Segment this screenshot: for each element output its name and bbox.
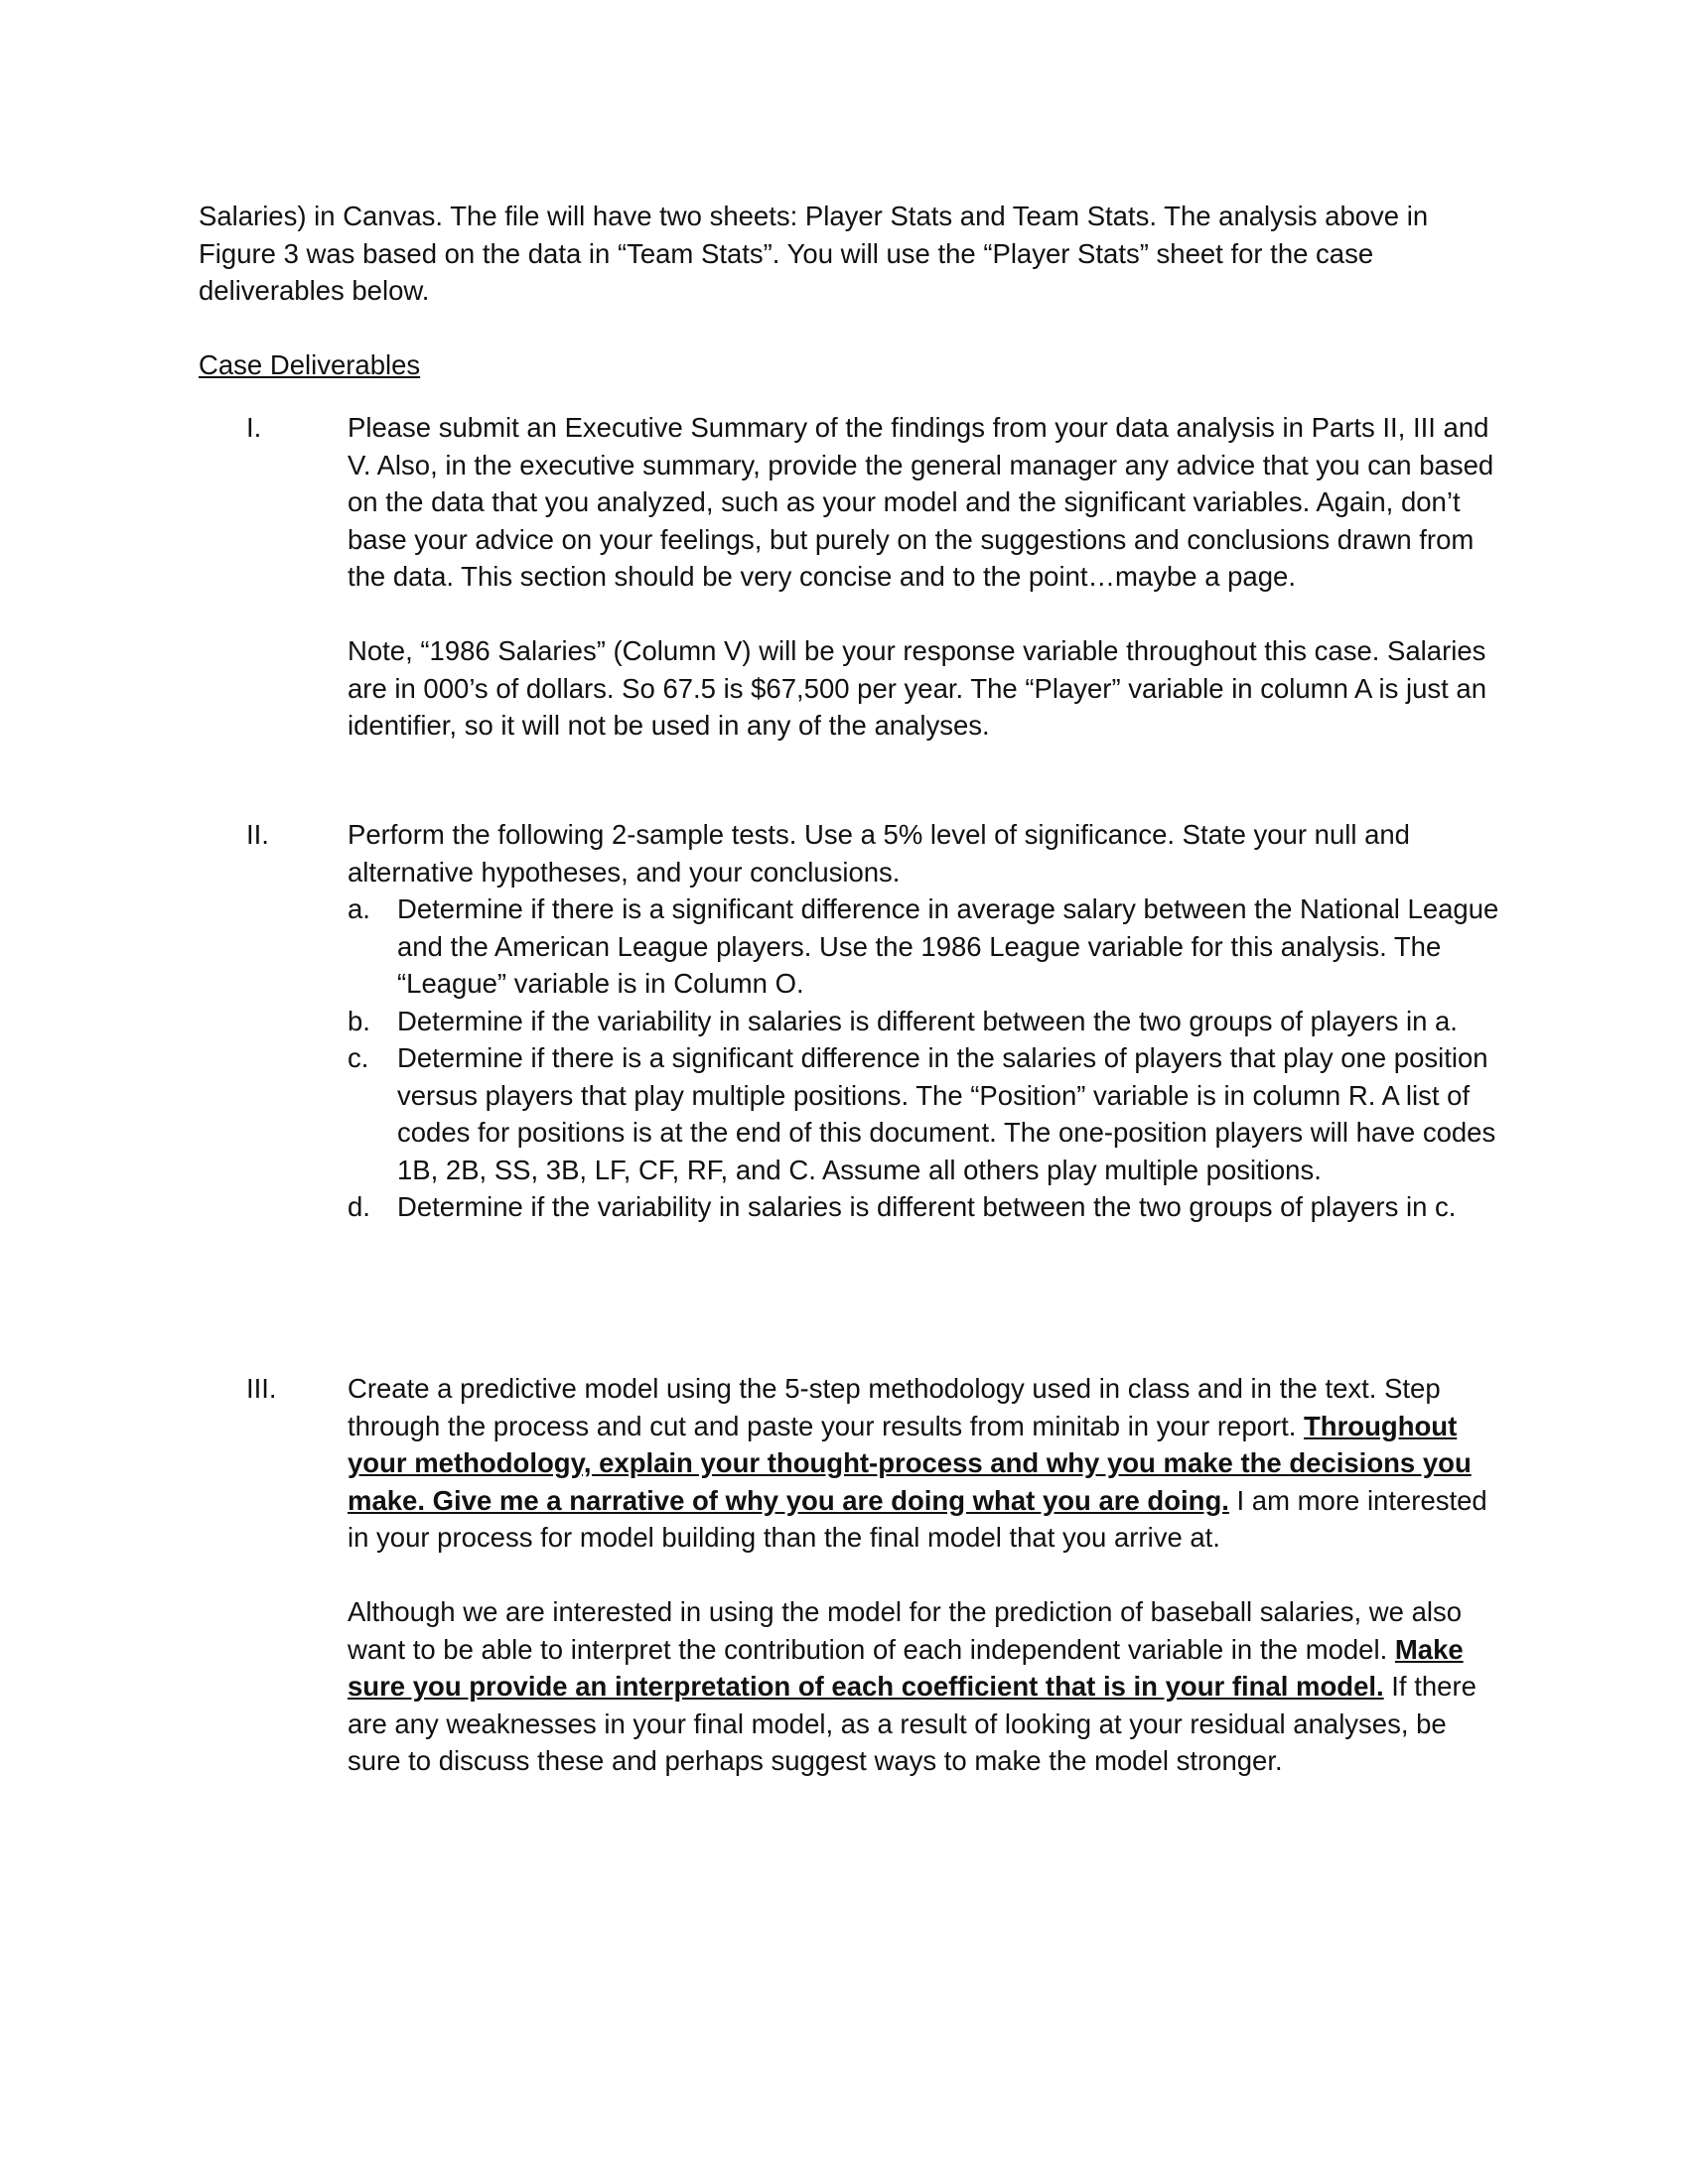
section-3-body	[348, 1370, 1499, 1780]
section-1-paragraph-2: Note, “1986 Salaries” (Column V) will be your response variable throughout this case. Salaries are in 000’s of dollars. So 67.5 is $67,500 per year. The “Player” variable in column A is just an identifier, so it will not be used in any of the analyses.	[348, 635, 1486, 741]
section-2-paragraph-1: Perform the following 2-sample tests. Use a 5% level of significance. State your null and alternative hypotheses, and your conclusions.	[348, 819, 1410, 887]
intro-paragraph: Salaries) in Canvas. The file will have two sheets: Player Stats and Team Stats. The analysis above in Figure 3 was based on the data in “Team Stats”. You will use the “Player Stats” sheet for the case deliverables below.	[199, 201, 1429, 306]
section-3-text: Although we are interested in using the model for the prediction of baseball salaries, we also want to be able to interpret the contribution of each independent variable in the model.	[348, 1596, 1463, 1665]
list-item-letter: b.	[348, 1005, 370, 1036]
list-item-letter: a.	[348, 893, 370, 924]
list-item-letter: c.	[348, 1042, 369, 1073]
section-2-body	[348, 816, 1499, 1226]
section-3-text: I am more interested in your process for model building than the final model that you arrive at.	[348, 1484, 1487, 1553]
section-1-numeral: I.	[246, 412, 262, 443]
section-1-paragraph-1: Please submit an Executive Summary of the findings from your data analysis in Parts II, III and V. Also, in the executive summary, provide the general manager any advice that you can based on the data that you analyzed, such as your model and the significant variables. Again, don’t base your advice on your feelings, but purely on the suggestions and conclusions drawn from the data. This section should be very concise and to the point…maybe a page.	[348, 412, 1494, 592]
list-item-text: Determine if the variability in salaries is different between the two groups of players in c.	[397, 1191, 1457, 1222]
list-item-letter: d.	[348, 1191, 370, 1222]
emphasis-text: Make sure you provide an interpretation of each coefficient that is in your final model.	[348, 1633, 1464, 1702]
list-item-text: Determine if there is a significant difference in the salaries of players that play one position versus players that play multiple positions. The “Position” variable is in column R. A list of codes for positions is at the end of this document. The one-position players will have codes 1B, 2B, SS, 3B, LF, CF, RF, and C. Assume all others play multiple positions.	[397, 1042, 1496, 1185]
section-3-paragraph-1	[348, 1370, 1499, 1557]
section-1-body	[348, 409, 1499, 745]
case-deliverables-heading: Case Deliverables	[199, 349, 421, 380]
list-item-text: Determine if the variability in salaries is different between the two groups of players in a.	[397, 1005, 1458, 1036]
list-item-text: Determine if there is a significant difference in average salary between the National League and the American League players. Use the 1986 League variable for this analysis. The “League” variable is in Column O.	[397, 893, 1499, 999]
section-2-numeral: II.	[246, 819, 269, 850]
section-3-text: If there are any weaknesses in your final model, as a result of looking at your residual analyses, be sure to discuss these and perhaps suggest ways to make the model stronger.	[348, 1671, 1477, 1776]
section-3-paragraph-2	[348, 1593, 1499, 1780]
list-item-a	[348, 890, 1499, 1003]
list-item-d	[348, 1188, 1499, 1226]
section-3-numeral: III.	[246, 1373, 277, 1404]
emphasis-text: Throughout your methodology, explain your thought-process and why you make the decisions you make. Give me a narrative of why you are doing what you are doing.	[348, 1410, 1472, 1516]
list-item-b	[348, 1003, 1499, 1040]
section-3-text: Create a predictive model using the 5-step methodology used in class and in the text. Step through the process and cut and paste your results from minitab in your report.	[348, 1373, 1441, 1441]
list-item-c	[348, 1039, 1499, 1188]
